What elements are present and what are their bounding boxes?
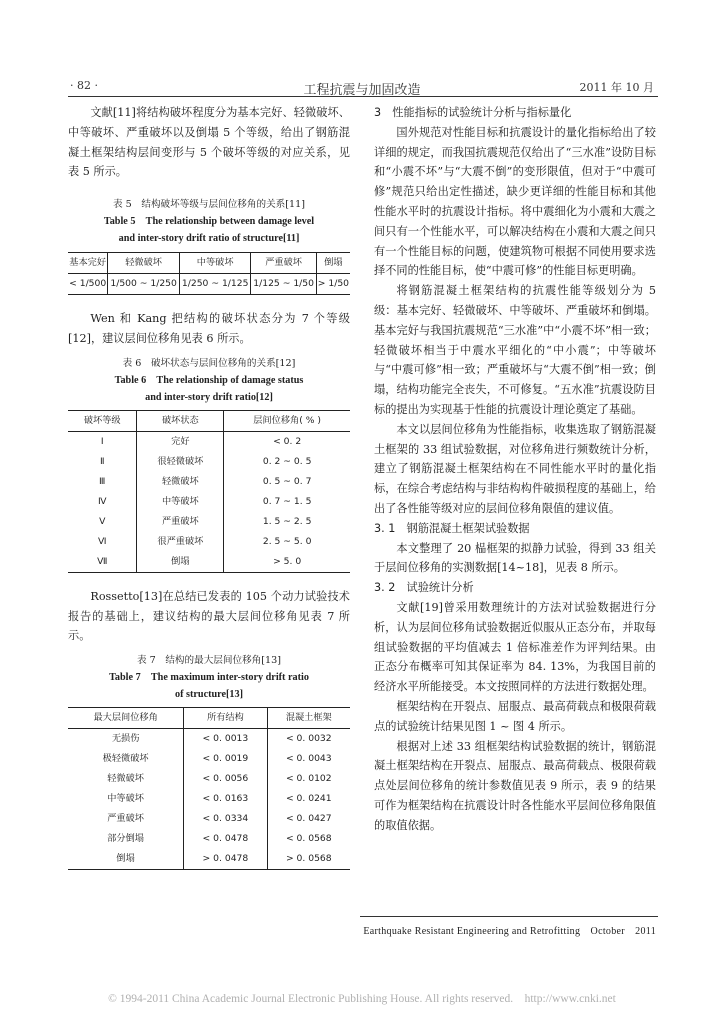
table5-header: 严重破坏	[251, 253, 316, 274]
table-cell: < 0. 0568	[267, 829, 350, 849]
table7	[68, 707, 350, 870]
table-cell: < 0. 0478	[184, 829, 267, 849]
right-column	[374, 103, 656, 835]
table-cell: Ⅱ	[99, 455, 105, 467]
table-row	[68, 532, 350, 552]
wen-paragraph: Wen 和 Kang 把结构的破坏状态分为 7 个等级[12]，建议层间位移角见表 6 所示。	[68, 312, 350, 345]
table-cell: 1/125 ~ 1/50	[251, 274, 316, 295]
table-cell: < 0. 0043	[267, 749, 350, 769]
header-rule	[68, 96, 658, 97]
table5-header: 轻微破坏	[108, 253, 180, 274]
section31-heading: 3. 1 钢筋混凝土框架试验数据	[374, 521, 530, 535]
table5-header: 基本完好	[68, 253, 108, 274]
paragraph-5: 文献[19]曾采用数理统计的方法对试验数据进行分析，认为层间位移角试验数据近似服从正态分布，并取每组试验数据的平均值减去 1 倍标准差作为评判结果。由正态分布概率可知其保证率为 84. 13%，为我国目前的经济水平所能接受。本文按照同样的方法进行数据处理。	[374, 600, 656, 694]
table-cell: Ⅳ	[97, 495, 107, 507]
table-cell: > 5. 0	[224, 552, 350, 573]
table6-body	[68, 431, 350, 572]
table-row	[68, 552, 350, 573]
table-row	[68, 849, 350, 870]
table5-caption-cn: 表 5 结构破坏等级与层间位移角的关系[11]	[113, 199, 305, 211]
table-cell: 很严重破坏	[137, 532, 224, 552]
table-cell: 2. 5 ~ 5. 0	[224, 532, 350, 552]
table-cell: < 0. 0056	[184, 769, 267, 789]
table-cell: 极轻微破坏	[102, 753, 149, 765]
table5-caption-en-2: and inter-story drift ratio of structure[11]	[118, 233, 300, 245]
table-row	[68, 749, 350, 769]
paragraph-4: 本文整理了 20 榀框架的拟静力试验，得到 33 组关于层间位移角的实测数据[14~18]，见表 8 所示。	[374, 541, 656, 575]
table-row	[68, 512, 350, 532]
paragraph-7: 根据对上述 33 组框架结构试验数据的统计，钢筋混凝土框架结构在开裂点、屈服点、最高荷载点、极限荷载点处层间位移角的统计参数值见表 9 所示，表 9 的结果可作为框架结构在抗震设计时各性能水平层间位移角限值的取值依据。	[374, 739, 656, 832]
table6-header: 破坏等级	[68, 410, 137, 431]
table-row	[68, 789, 350, 809]
table-row	[68, 492, 350, 512]
table6-header: 层间位移角( % )	[224, 410, 350, 431]
table-cell: < 0. 0241	[267, 789, 350, 809]
journal-footer-en: Earthquake Resistant Engineering and Retrofitting October 2011	[363, 926, 656, 937]
table-cell: 0. 2 ~ 0. 5	[224, 452, 350, 472]
table-cell: Ⅴ	[99, 515, 106, 527]
table-cell: Ⅵ	[97, 535, 107, 547]
table5-header: 中等破坏	[179, 253, 251, 274]
section32-heading: 3. 2 试验统计分析	[374, 581, 474, 595]
page-number: · 82 ·	[70, 79, 98, 92]
table7-caption-en-2: of structure[13]	[175, 689, 243, 701]
table-cell: < 0. 0102	[267, 769, 350, 789]
rossetto-paragraph: Rossetto[13]在总结已发表的 105 个动力试验技术报告的基础上，建议结构的最大层间位移角见表 7 所示。	[68, 589, 350, 643]
paragraph-1: 国外规范对性能目标和抗震设计的量化指标给出了较详细的规定，而我国抗震规范仅给出了“三水准”设防目标和“小震不坏”与“大震不倒”的变形限值，但对于“中震可修”规范只给出定性描述，缺少更详细的性能目标和其他性能水平时的抗震设计指标。将中震细化为小震和大震之间只有一个性能水平，可以解决结构在小震和大震之间只有一个性能目标的问题，使建筑物可根据不同使用要求选择不同的性能目标，使“中震可修”的性能目标更明确。	[374, 125, 656, 278]
table-cell: 1. 5 ~ 2. 5	[224, 512, 350, 532]
table-cell: 倒塌	[116, 853, 135, 865]
table-row	[68, 274, 350, 295]
table-cell: Ⅶ	[97, 555, 108, 567]
table-cell: 严重破坏	[107, 813, 144, 825]
table-cell: < 0. 0163	[184, 789, 267, 809]
table-cell: 中等破坏	[137, 492, 224, 512]
paragraph-6: 框架结构在开裂点、屈服点、最高荷载点和极限荷载点的试验统计结果见图 1 ~ 图 4 所示。	[374, 699, 656, 733]
table-cell: 1/250 ~ 1/125	[179, 274, 251, 295]
paragraph-2: 将钢筋混凝土框架结构的抗震性能等级划分为 5 级：基本完好、轻微破坏、中等破坏、严重破坏和倒塌。基本完好与我国抗震规范“三水准”中“小震不坏”相一致；轻微破坏相当于中震水平细化的“中小震”；中等破坏与“中震可修”相一致；严重破坏与“大震不倒”相一致；倒塌，结构功能完全丧失，不可修复。“五水准”抗震设防目标的提出为实现基于性能的抗震设计理论奠定了基础。	[374, 284, 656, 416]
table6-caption-cn: 表 6 破坏状态与层间位移角的关系[12]	[122, 357, 296, 369]
table-cell: > 0. 0478	[184, 849, 267, 870]
footer-rule	[360, 916, 658, 917]
table-cell: 倒塌	[137, 552, 224, 573]
issue-date: 2011 年 10 月	[579, 81, 654, 94]
table-row	[68, 809, 350, 829]
table7-body	[68, 729, 350, 870]
table-cell: 轻微破坏	[107, 773, 144, 785]
table6-caption-en-1: Table 6 The relationship of damage status	[114, 374, 304, 386]
table-cell: < 0. 0013	[184, 729, 267, 750]
table-cell: < 0. 0334	[184, 809, 267, 829]
copyright-notice: © 1994-2011 China Academic Journal Electronic Publishing House. All rights reserved. http://www.cnki.net	[108, 993, 616, 1005]
table7-header: 混凝土框架	[267, 708, 350, 729]
table-cell: 1/500 ~ 1/250	[108, 274, 180, 295]
table-row	[68, 769, 350, 789]
table-row	[68, 829, 350, 849]
table-row	[68, 472, 350, 492]
table-cell: 0. 7 ~ 1. 5	[224, 492, 350, 512]
table7-caption-cn: 表 7 结构的最大层间位移角[13]	[137, 655, 281, 667]
table-row	[68, 729, 350, 750]
table7-header: 所有结构	[184, 708, 267, 729]
table-cell: > 1/50	[316, 274, 350, 295]
table5	[68, 252, 350, 295]
table-cell: < 0. 0019	[184, 749, 267, 769]
journal-title: 工程抗震与加固改造	[303, 83, 421, 98]
table5-caption-en-1: Table 5 The relationship between damage level	[103, 216, 315, 228]
table-cell: 轻微破坏	[137, 472, 224, 492]
left-column	[68, 103, 350, 870]
table7-caption-en-1: Table 7 The maximum inter-story drift ratio	[109, 672, 309, 684]
table6	[68, 410, 350, 573]
intro-paragraph: 文献[11]将结构破坏程度分为基本完好、轻微破坏、中等破坏、严重破坏以及倒塌 5 个等级，给出了钢筋混凝土框架结构层间变形与 5 个破坏等级的对应关系，见表 5 所示。	[68, 106, 350, 179]
table-cell: < 0. 2	[224, 431, 350, 452]
table-cell: Ⅰ	[100, 435, 104, 447]
table-cell: 严重破坏	[137, 512, 224, 532]
table-cell: < 0. 0427	[267, 809, 350, 829]
table-cell: 部分倒塌	[107, 833, 144, 845]
table-cell: 0. 5 ~ 0. 7	[224, 472, 350, 492]
table-row	[68, 431, 350, 452]
table-cell: 无损伤	[111, 733, 140, 745]
table5-header: 倒塌	[316, 253, 350, 274]
table-cell: > 0. 0568	[267, 849, 350, 870]
table-cell: 很轻微破坏	[137, 452, 224, 472]
section3-heading: 3 性能指标的试验统计分析与指标量化	[374, 106, 572, 119]
table6-caption-en-2: and inter-story drift ratio[12]	[145, 391, 273, 403]
table6-header: 破坏状态	[137, 410, 224, 431]
table7-header: 最大层间位移角	[68, 708, 184, 729]
table-cell: < 0. 0032	[267, 729, 350, 750]
paragraph-3: 本文以层间位移角为性能指标，收集选取了钢筋混凝土框架的 33 组试验数据，对位移角进行频数统计分析，建立了钢筋混凝土框架结构在不同性能水平时的量化指标，在综合考虑结构与非结构构件破损程度的基础上，给出了各性能等级对应的层间位移角限值的建议值。	[374, 422, 656, 515]
table-cell: Ⅲ	[99, 475, 106, 487]
table-cell: < 1/500	[69, 278, 107, 290]
table-cell: 完好	[137, 431, 224, 452]
table-cell: 中等破坏	[107, 793, 144, 805]
table-row	[68, 452, 350, 472]
